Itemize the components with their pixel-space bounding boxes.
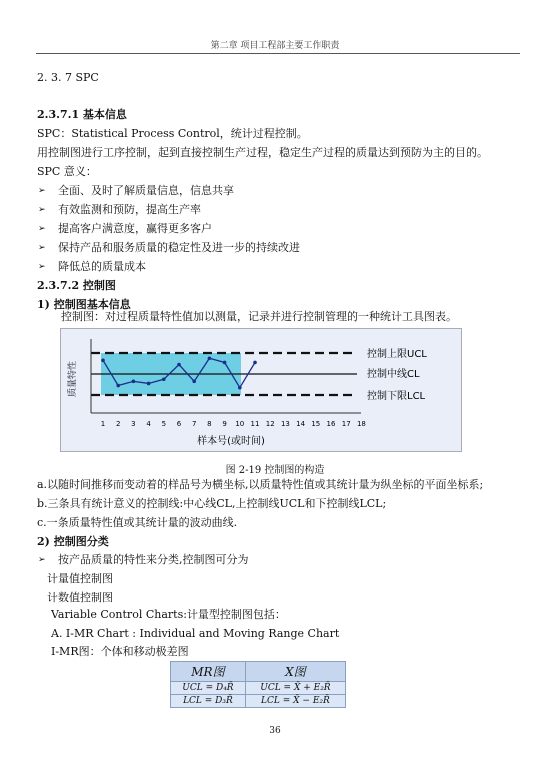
section-heading: 2. 3. 7 SPC xyxy=(37,71,99,84)
x-tick-label: 9 xyxy=(222,420,227,428)
bullet-arrow-icon: ➢ xyxy=(38,262,46,272)
x-tick-label: 11 xyxy=(250,420,260,428)
data-point xyxy=(253,361,257,365)
imr-chart-title: A. I-MR Chart : Individual and Moving Range Chart xyxy=(51,627,340,640)
control-chart-definition: 控制图：对过程质量特性值加以测量，记录并进行控制管理的一种统计工具图表。 xyxy=(61,310,457,323)
imr-chart-desc: I-MR图：个体和移动极差图 xyxy=(51,645,189,658)
x-tick-label: 1 xyxy=(100,420,106,428)
data-point xyxy=(238,386,242,390)
data-point xyxy=(162,377,166,381)
desc-c: c.一条质量特性值或其统计量的波动曲线. xyxy=(37,516,238,529)
control-chart-figure xyxy=(60,328,462,452)
mr-header: MR图 xyxy=(171,662,246,682)
page-header: 第二章 项目工程部主要工作职责 xyxy=(210,41,340,51)
ucl-label: 控制上限UCL xyxy=(367,349,427,360)
lcl-label: 控制下限LCL xyxy=(367,391,426,402)
data-point xyxy=(223,361,227,365)
bullet-arrow-icon: ➢ xyxy=(38,224,46,234)
x-ucl-formula: UCL = X̄ + E₂R̄ xyxy=(245,682,345,695)
bullet-arrow-icon: ➢ xyxy=(38,186,46,196)
classification-heading: 2) 控制图分类 xyxy=(37,535,109,548)
data-point xyxy=(208,356,212,360)
subsection-title-1: 2.3.7.1 基本信息 xyxy=(37,108,127,121)
control-chart-heading: 1) 控制图基本信息 xyxy=(37,298,131,311)
list-item: 提高客户满意度，赢得更多客户 xyxy=(58,222,212,235)
x-tick-label: 2 xyxy=(115,420,121,428)
data-point xyxy=(116,384,120,388)
formula-table xyxy=(170,661,346,708)
x-tick-label: 18 xyxy=(356,420,366,428)
variable-control-charts: Variable Control Charts:计量型控制图包括： xyxy=(51,608,286,621)
page-number: 36 xyxy=(269,726,281,736)
x-tick-label: 13 xyxy=(280,420,290,428)
spc-usage: 用控制图进行工序控制，起到直接控制生产过程，稳定生产过程的质量达到预防为主的目的。 xyxy=(37,146,488,159)
bullet-arrow-icon: ➢ xyxy=(38,243,46,253)
data-point xyxy=(192,380,196,384)
desc-b: b.三条具有统计意义的控制线:中心线CL,上控制线UCL和下控制线LCL; xyxy=(37,497,387,510)
desc-a: a.以随时间推移而变动着的样品号为横坐标,以质量特性值或其统计量为纵坐标的平面坐标系; xyxy=(37,478,484,491)
classification-intro: 按产品质量的特性来分类,控制图可分为 xyxy=(58,553,249,566)
x-tick-label: 4 xyxy=(146,420,151,428)
x-tick-label: 5 xyxy=(161,420,167,428)
bullet-arrow-icon: ➢ xyxy=(38,555,46,565)
list-item: 保持产品和服务质量的稳定性及进一步的持续改进 xyxy=(58,241,300,254)
spc-meaning-label: SPC 意义： xyxy=(37,165,97,178)
data-point xyxy=(101,359,105,363)
data-point xyxy=(132,380,136,384)
x-tick-label: 12 xyxy=(265,420,275,428)
x-tick-label: 14 xyxy=(296,420,306,428)
mr-ucl-formula: UCL = D₄R̄ xyxy=(171,682,246,695)
x-tick-label: 17 xyxy=(341,420,351,428)
x-tick-label: 16 xyxy=(326,420,336,428)
x-tick-label: 3 xyxy=(131,420,136,428)
control-chart-svg xyxy=(61,329,461,451)
mr-lcl-formula: LCL = D₃R̄ xyxy=(171,695,246,708)
header-rule xyxy=(36,53,520,54)
x-tick-label: 15 xyxy=(311,420,321,428)
list-item: 有效监测和预防，提高生产率 xyxy=(58,203,201,216)
x-tick-label: 8 xyxy=(207,420,212,428)
list-item: 降低总的质量成本 xyxy=(58,260,146,273)
list-item: 全面、及时了解质量信息，信息共享 xyxy=(58,184,234,197)
figure-caption: 图 2-19 控制图的构造 xyxy=(225,465,325,476)
data-point xyxy=(147,382,151,386)
subsection-title-2: 2.3.7.2 控制图 xyxy=(37,279,116,292)
spc-definition: SPC：Statistical Process Control，统计过程控制。 xyxy=(37,127,308,140)
x-tick-label: 10 xyxy=(235,420,245,428)
bullet-arrow-icon: ➢ xyxy=(38,205,46,215)
data-point xyxy=(177,363,181,367)
cl-label: 控制中线CL xyxy=(367,369,420,380)
x-lcl-formula: LCL = X̄ − E₂R̄ xyxy=(245,695,345,708)
y-axis-label: 质量特性 xyxy=(68,360,78,398)
x-axis-label: 样本号(或时间) xyxy=(197,436,265,447)
x-tick-label: 7 xyxy=(191,420,197,428)
classification-item: 计数值控制图 xyxy=(47,591,113,604)
classification-item: 计量值控制图 xyxy=(47,572,113,585)
x-header: X图 xyxy=(245,662,345,682)
x-tick-label: 6 xyxy=(176,420,182,428)
